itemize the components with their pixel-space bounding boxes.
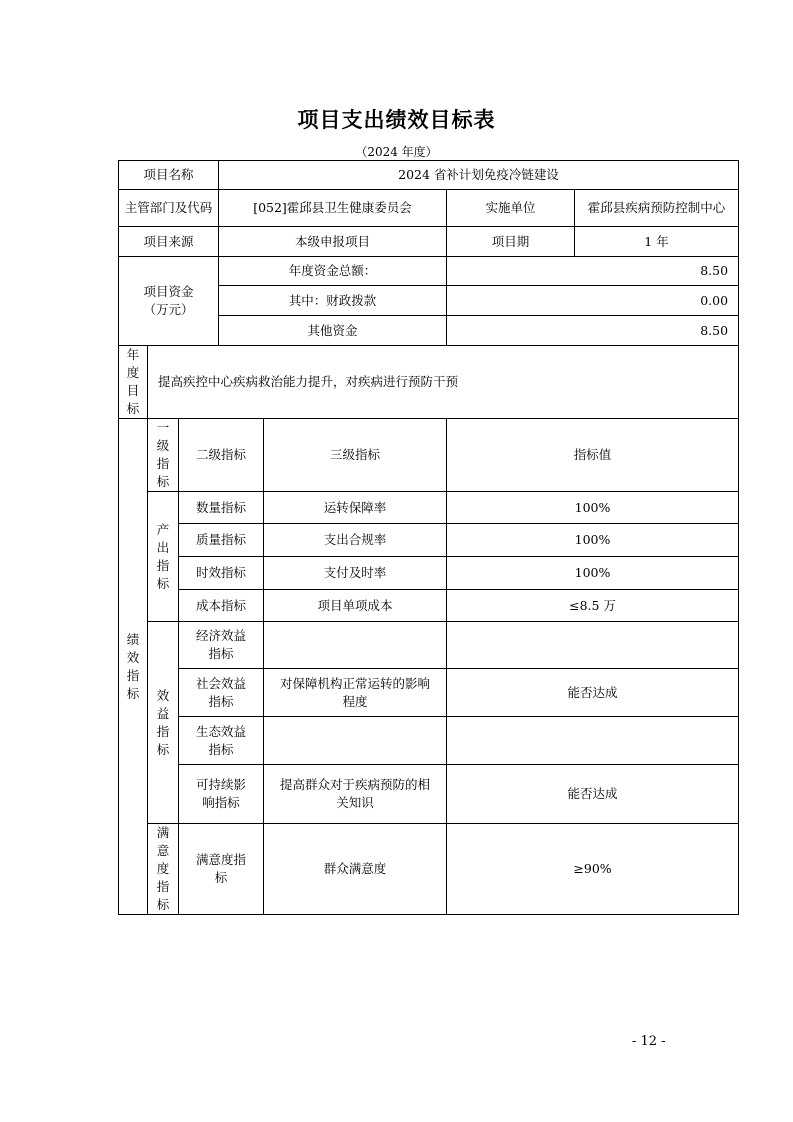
table-row — [119, 765, 739, 824]
level3-cell — [264, 622, 447, 669]
table-row — [119, 590, 739, 622]
level2-cell: 经济效益指标 — [179, 622, 264, 669]
level2-cell: 可持续影响指标 — [179, 765, 264, 824]
output-indicator-label: 产出指标 — [148, 492, 179, 622]
table-row — [119, 622, 739, 669]
value-cell: 能否达成 — [447, 669, 739, 717]
value-cell: 100% — [447, 492, 739, 524]
row-annual-goal — [119, 346, 739, 419]
page-number: - 12 - — [632, 1034, 666, 1049]
impl-unit-label: 实施单位 — [447, 190, 575, 227]
value-cell: 100% — [447, 557, 739, 590]
value-cell: 100% — [447, 524, 739, 557]
value-cell: 能否达成 — [447, 765, 739, 824]
document-subtitle: （2024 年度） — [355, 145, 438, 159]
level2-cell: 质量指标 — [179, 524, 264, 557]
row-indicator-header — [119, 419, 739, 492]
table-row — [119, 669, 739, 717]
perf-indicator-label: 绩效指标 — [119, 419, 148, 915]
value-cell: ≤8.5 万 — [447, 590, 739, 622]
table-row — [119, 717, 739, 765]
source-label: 项目来源 — [119, 227, 219, 257]
funds-total-value: 8.50 — [447, 257, 739, 286]
funds-label-text: 项目资金（万元） — [143, 284, 194, 317]
source-value: 本级申报项目 — [219, 227, 447, 257]
level2-cell: 数量指标 — [179, 492, 264, 524]
row-department — [119, 190, 739, 227]
performance-table — [118, 160, 739, 915]
benefit-indicator-label: 效益指标 — [148, 622, 179, 824]
level3-cell: 对保障机构正常运转的影响程度 — [264, 669, 447, 717]
funds-other-value: 8.50 — [447, 316, 739, 346]
level3-cell: 支出合规率 — [264, 524, 447, 557]
level2-cell: 时效指标 — [179, 557, 264, 590]
period-label: 项目期 — [447, 227, 575, 257]
level3-cell: 项目单项成本 — [264, 590, 447, 622]
level2-cell: 满意度指标 — [179, 824, 264, 915]
period-value: 1 年 — [575, 227, 739, 257]
table-row — [119, 557, 739, 590]
level3-cell: 群众满意度 — [264, 824, 447, 915]
table-row — [119, 824, 739, 915]
funds-label — [119, 257, 219, 346]
table-row — [119, 492, 739, 524]
funds-total-label: 年度资金总额： — [219, 257, 447, 286]
row-source — [119, 227, 739, 257]
header-value: 指标值 — [447, 419, 739, 492]
value-cell — [447, 717, 739, 765]
header-level3: 三级指标 — [264, 419, 447, 492]
dept-label: 主管部门及代码 — [119, 190, 219, 227]
level2-cell: 生态效益指标 — [179, 717, 264, 765]
level2-cell: 社会效益指标 — [179, 669, 264, 717]
level3-cell: 支付及时率 — [264, 557, 447, 590]
project-name-value: 2024 省补计划免疫冷链建设 — [219, 161, 739, 190]
level3-cell: 提高群众对于疾病预防的相关知识 — [264, 765, 447, 824]
impl-unit-value: 霍邱县疾病预防控制中心 — [575, 190, 739, 227]
row-funds-total — [119, 257, 739, 286]
header-level2: 二级指标 — [179, 419, 264, 492]
row-project-name — [119, 161, 739, 190]
dept-value: [052]霍邱县卫生健康委员会 — [219, 190, 447, 227]
funds-other-label: 其他资金 — [219, 316, 447, 346]
document-title: 项目支出绩效目标表 — [297, 108, 496, 132]
funds-fiscal-label: 其中：财政拨款 — [219, 286, 447, 316]
value-cell: ≥90% — [447, 824, 739, 915]
funds-fiscal-value: 0.00 — [447, 286, 739, 316]
project-name-label: 项目名称 — [119, 161, 219, 190]
level3-cell — [264, 717, 447, 765]
level2-cell: 成本指标 — [179, 590, 264, 622]
satisfaction-indicator-label: 满意度指标 — [148, 824, 179, 915]
annual-goal-value: 提高疾控中心疾病救治能力提升，对疾病进行预防干预 — [148, 346, 739, 419]
annual-goal-label: 年度目标 — [119, 346, 148, 419]
header-level1: 一级指标 — [148, 419, 179, 492]
level3-cell: 运转保障率 — [264, 492, 447, 524]
value-cell — [447, 622, 739, 669]
table-row — [119, 524, 739, 557]
